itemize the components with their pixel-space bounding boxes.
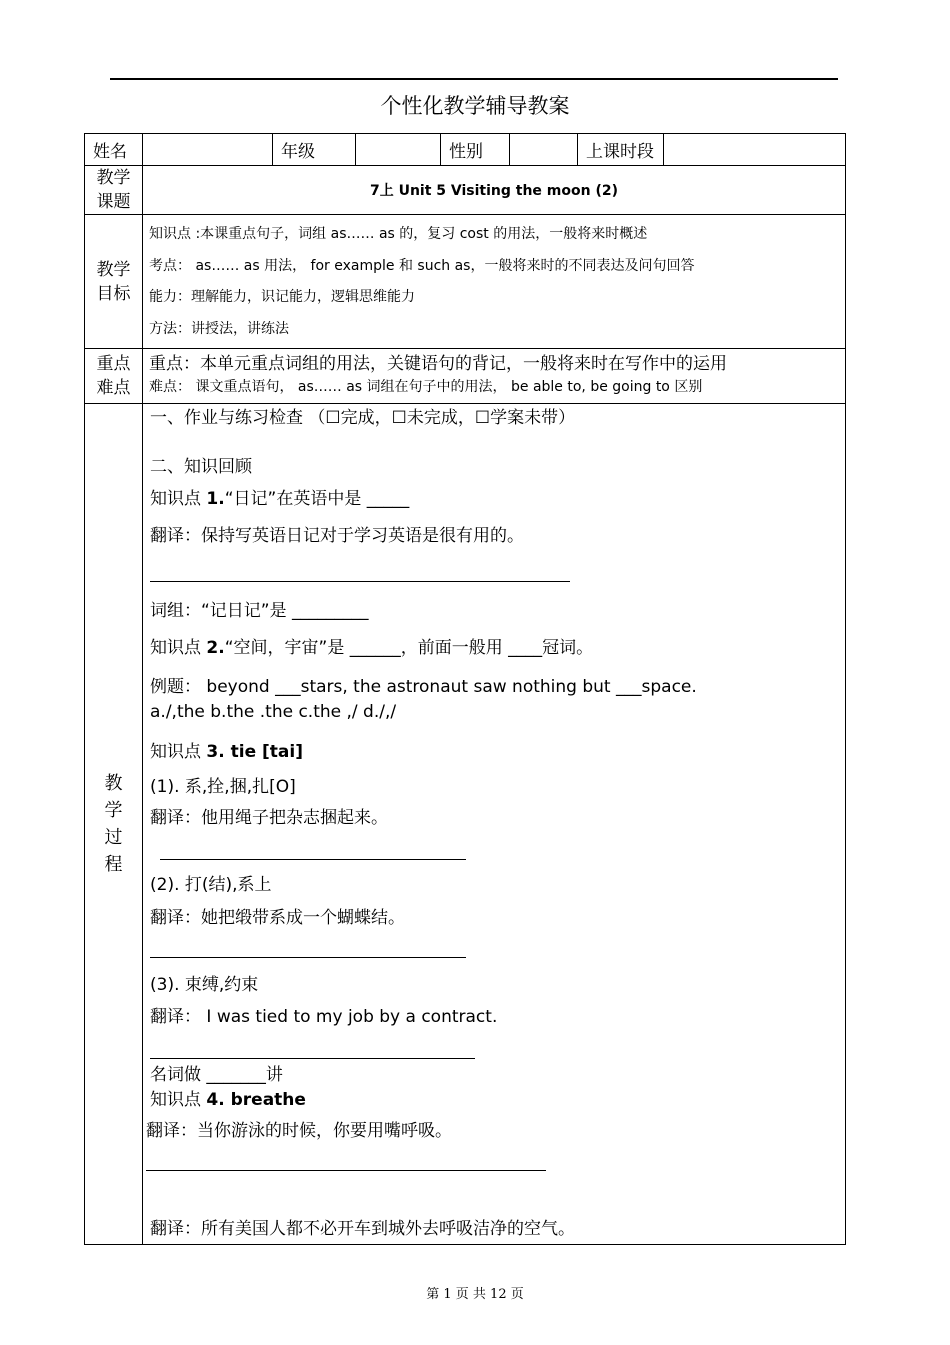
kp3-translation-1: 翻译：他用绳子把杂志捆起来。 [150,808,388,828]
kp3-sense-3: (3). 束缚,约束 [150,975,259,995]
process-label-char: 学 [104,800,123,821]
process-label-char: 教 [104,773,123,794]
key-points-label-line1: 重点 [96,354,131,374]
goals-label-line2: 目标 [96,283,131,304]
gender-label: 性别 [441,134,510,166]
topic-label-line1: 教学 [96,168,131,188]
goals-label-line1: 教学 [96,259,131,280]
kp4-translation-2: 翻译：所有美国人都不必开车到城外去呼吸洁净的空气。 [150,1219,575,1239]
process-label-char: 过 [104,827,123,848]
name-value[interactable] [143,134,273,166]
grade-value[interactable] [356,134,441,166]
kp3-noun: 名词做 _______讲 [150,1065,283,1085]
kp1-translation: 翻译：保持写英语日记对于学习英语是很有用的。 [150,526,524,546]
name-label: 姓名 [85,134,143,166]
kp1-phrase: 词组：“记日记”是 _________ [150,601,369,621]
key-points-label-line2: 难点 [96,378,131,398]
answer-line[interactable] [146,1170,546,1171]
time-value[interactable] [664,134,846,166]
page-footer: 第 1 页 共 12 页 [426,1287,524,1302]
time-label: 上课时段 [578,134,664,166]
topic-row [85,166,846,215]
document-title: 个性化教学辅导教案 [380,94,570,118]
key-points-row [85,349,846,404]
top-rule [110,78,838,80]
header-row [85,134,846,166]
goals-label [85,215,143,349]
process-label-char: 程 [104,854,123,875]
homework-check: 一、作业与练习检查 （☐完成，☐未完成，☐学案未带） [150,408,576,428]
process-content [143,404,846,1245]
kp3-translation-2: 翻译：她把缎带系成一个蝴蝶结。 [150,908,405,928]
knowledge-point-4: 知识点 4. breathe [150,1090,306,1110]
goal-exam: 考点： as…… as 用法， for example 和 such as，一般将来时的不同表达及问句回答 [149,257,695,274]
difficult-point: 难点： 课文重点语句， as…… as 词组在句子中的用法， be able to, be going to 区别 [149,379,703,395]
topic-text: 7上 Unit 5 Visiting the moon (2) [143,166,846,215]
answer-line[interactable] [150,957,466,958]
kp2-example: 例题： beyond ___stars, the astronaut saw nothing but ___space. [150,677,697,697]
key-points-content [143,349,846,404]
knowledge-point-1: 知识点 1.“日记”在英语中是 _____ [150,489,410,509]
process-row [85,404,846,1245]
goal-ability: 能力：理解能力，识记能力，逻辑思维能力 [149,289,415,305]
kp3-sense-1: (1). 系,拴,捆,扎[O] [150,777,296,797]
key-point: 重点：本单元重点词组的用法，关键语句的背记，一般将来时在写作中的运用 [149,354,727,374]
grade-label: 年级 [273,134,356,166]
kp3-sense-2: (2). 打(结),系上 [150,875,272,895]
review-title: 二、知识回顾 [150,457,252,477]
goals-row [85,215,846,349]
knowledge-point-2: 知识点 2.“空间，宇宙”是 ______，前面一般用 ____冠词。 [150,638,594,658]
answer-line[interactable] [150,1058,475,1059]
goal-method: 方法：讲授法，讲练法 [149,320,289,337]
kp3-translation-3: 翻译： I was tied to my job by a contract. [150,1007,498,1027]
key-points-label [85,349,143,404]
answer-line[interactable] [160,859,466,860]
process-label [85,404,143,1245]
topic-label [85,166,143,215]
goal-knowledge: 知识点 :本课重点句子，词组 as…… as 的，复习 cost 的用法，一般将来时概述 [149,226,648,242]
lesson-plan-table [84,133,846,1245]
kp2-options: a./,the b.the .the c.the ,/ d./,/ [150,702,397,722]
kp4-translation-1: 翻译：当你游泳的时候，你要用嘴呼吸。 [146,1121,452,1141]
topic-label-line2: 课题 [96,192,131,212]
goals-content [143,215,846,349]
knowledge-point-3: 知识点 3. tie [tai] [150,742,303,762]
answer-line[interactable] [150,581,570,582]
gender-value[interactable] [510,134,578,166]
